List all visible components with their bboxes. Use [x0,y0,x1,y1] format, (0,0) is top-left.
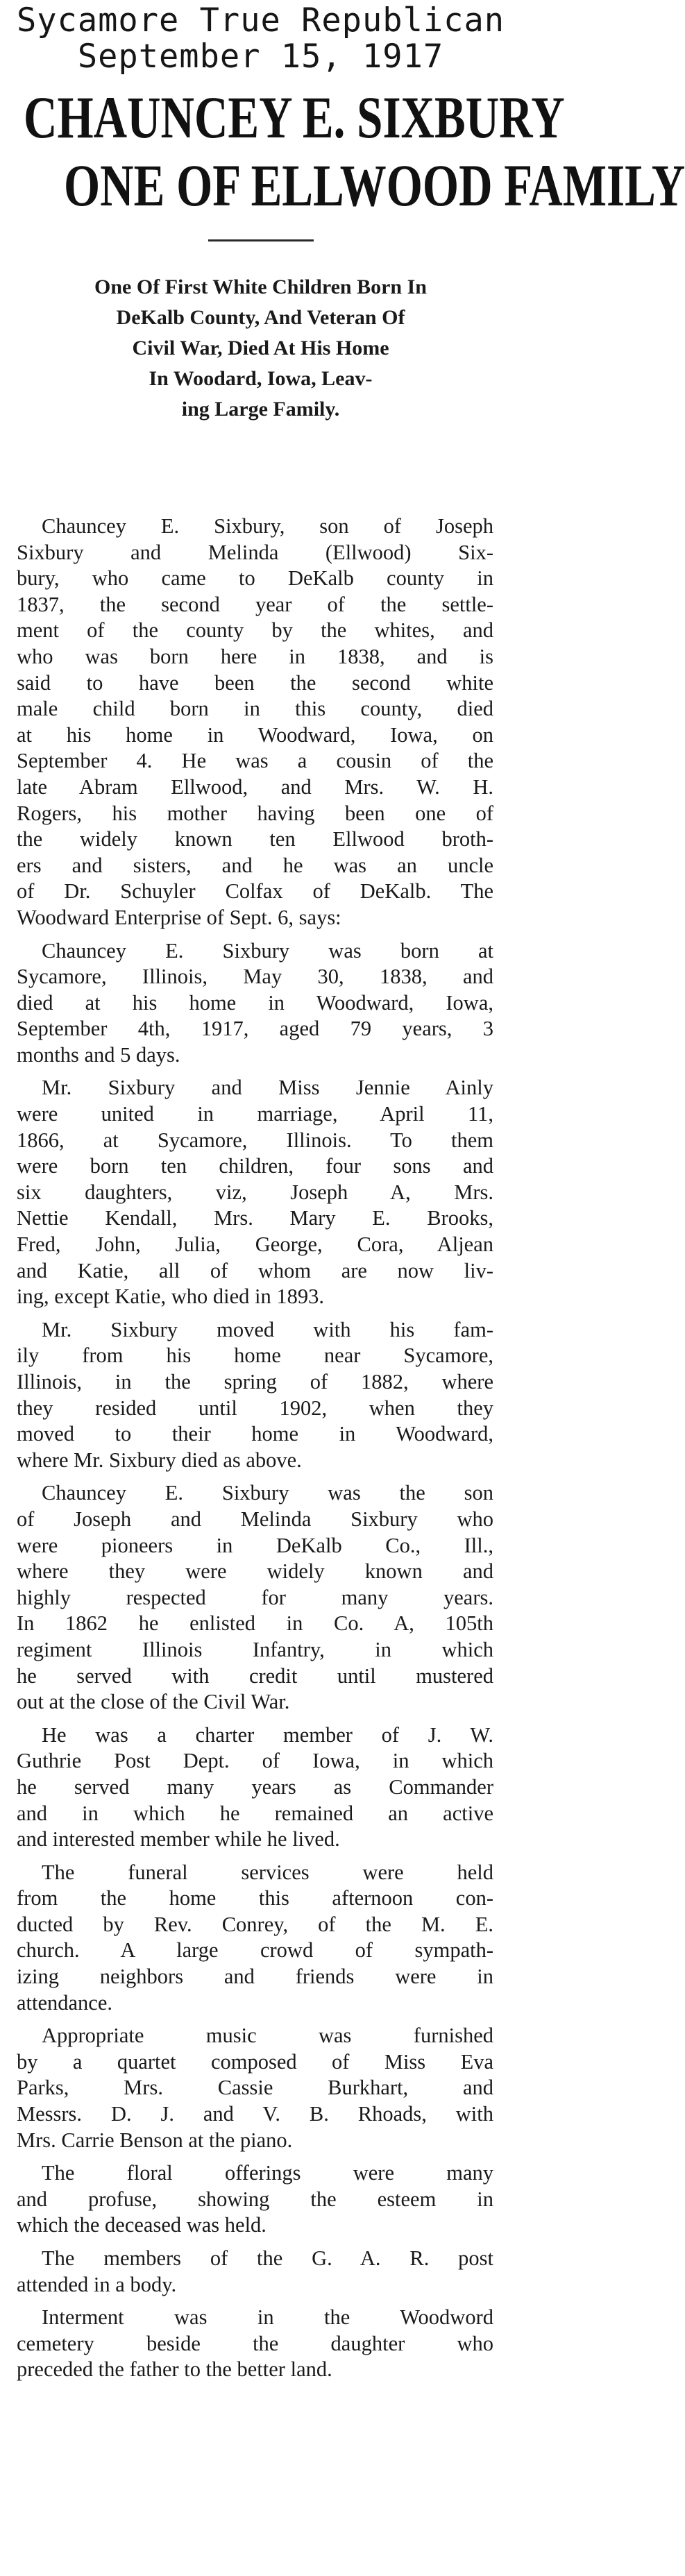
article-line: Rogers, his mother having been one of [17,801,493,825]
article-paragraph [0,1317,521,1474]
deck-line: ing Large Family. [181,398,340,421]
article-line: out at the close of the Civil War. [17,1690,290,1714]
article-line: highly respected for many years. [17,1585,493,1609]
deck-line: One Of First White Children Born In [94,276,427,298]
article-line: ducted by Rev. Conrey, of the M. E. [17,1912,493,1936]
paragraph-gap [0,2016,521,2023]
source-date: September 15, 1917 [77,37,444,76]
article-line: Messrs. D. J. and V. B. Rhoads, with [17,2102,493,2126]
article-line: died at his home in Woodward, Iowa, [17,990,493,1015]
source-newspaper-name: Sycamore True Republican [16,1,505,40]
article-line: where they were widely known and [17,1559,493,1584]
article-line: the widely known ten Ellwood broth- [17,827,493,851]
article-line: and interested member while he lived. [17,1827,340,1852]
headline-divider-rule [208,239,314,242]
paragraph-gap [0,1473,521,1480]
article-line: September 4. He was a cousin of the [17,749,493,773]
paragraph-gap [0,2298,521,2305]
paragraph-gap [0,2239,521,2246]
article-line: ily from his home near Sycamore, [17,1344,493,1368]
article-line: Sycamore, Illinois, May 30, 1838, and [17,965,493,989]
article-line: bury, who came to DeKalb county in [17,566,493,591]
article-line: 1866, at Sycamore, Illinois. To them [17,1128,493,1152]
paragraph-gap [0,1068,521,1075]
article-line: Woodward Enterprise of Sept. 6, says: [17,905,341,929]
article-paragraph [0,938,521,1069]
headline-line-1: CHAUNCEY E. SIXBURY [24,84,565,151]
article-line: The members of the G. A. R. post [42,2246,493,2270]
article-line: The floral offerings were many [42,2161,493,2185]
article-line: Sixbury and Melinda (Ellwood) Six- [17,540,493,564]
article-line: September 4th, 1917, aged 79 years, 3 [17,1017,493,1041]
article-line: Chauncey E. Sixbury was born at [42,938,493,963]
article-line: which the deceased was held. [17,2213,267,2237]
article-paragraph [0,1075,521,1310]
paragraph-gap [0,1310,521,1317]
article-line: regiment Illinois Infantry, in which [17,1637,493,1661]
paragraph-gap [0,931,521,938]
article-body [0,514,521,2383]
article-line: he served with credit until mustered [17,1663,493,1688]
article-line: The funeral services were held [42,1860,493,1884]
article-paragraph [0,2305,521,2383]
article-paragraph [0,1722,521,1853]
article-line: preceded the father to the better land. [17,2357,332,2382]
article-paragraph [0,1480,521,1715]
article-line: of Joseph and Melinda Sixbury who [17,1507,493,1531]
article-line: church. A large crowd of sympath- [17,1938,493,1963]
article-line: ers and sisters, and he was an uncle [17,853,493,877]
paragraph-gap [0,2153,521,2160]
article-line: months and 5 days. [17,1042,180,1067]
article-paragraph [0,2023,521,2153]
article-line: attended in a body. [17,2272,177,2296]
article-line: cemetery beside the daughter who [17,2331,493,2355]
article-line: Chauncey E. Sixbury was the son [42,1481,493,1505]
article-line: Mr. Sixbury moved with his fam- [42,1317,493,1341]
article-paragraph [0,2160,521,2239]
article-line: Appropriate music was furnished [42,2024,493,2048]
article-line: Illinois, in the spring of 1882, where [17,1370,493,1393]
deck-line: Civil War, Died At His Home [132,337,389,359]
subheadline-deck [0,272,521,425]
article-line: and Katie, all of whom are now liv- [17,1258,493,1282]
deck-line: DeKalb County, And Veteran Of [116,306,405,329]
article-line: In 1862 he enlisted in Co. A, 105th [17,1611,493,1636]
article-line: who was born here in 1838, and is [17,644,493,668]
article-line: izing neighbors and friends were in [17,1965,493,1989]
article-paragraph [0,2246,521,2298]
article-line: ing, except Katie, who died in 1893. [17,1285,324,1309]
article-line: Mr. Sixbury and Miss Jennie Ainly [42,1076,493,1100]
article-line: moved to their home in Woodward, [17,1422,493,1446]
article-line: Mrs. Carrie Benson at the piano. [17,2128,293,2152]
article-line: He was a charter member of J. W. [42,1722,493,1747]
article-line: Nettie Kendall, Mrs. Mary E. Brooks, [17,1206,493,1230]
article-line: attendance. [17,1990,113,2015]
deck-line: In Woodard, Iowa, Leav- [149,367,373,390]
article-line: late Abram Ellwood, and Mrs. W. H. [17,774,493,799]
article-line: Fred, John, Julia, George, Cora, Aljean [17,1232,493,1257]
article-line: ment of the county by the whites, and [17,618,493,643]
article-line: Parks, Mrs. Cassie Burkhart, and [17,2076,493,2100]
article-line: 1837, the second year of the settle- [17,592,493,616]
paragraph-gap [0,1853,521,1860]
article-line: were united in marriage, April 11, [17,1102,493,1126]
article-line: he served many years as Commander [17,1774,493,1799]
article-line: Guthrie Post Dept. of Iowa, in which [17,1749,493,1773]
article-line: Interment was in the Woodword [42,2305,493,2330]
article-line: Chauncey E. Sixbury, son of Joseph [42,514,493,538]
headline-line-2: ONE OF ELLWOOD FAMILY [64,152,685,219]
article-line: and profuse, showing the esteem in [17,2187,493,2211]
article-line: were born ten children, four sons and [17,1154,493,1178]
article-line: from the home this afternoon con- [17,1886,493,1910]
article-line: at his home in Woodward, Iowa, on [17,722,493,747]
article-line: where Mr. Sixbury died as above. [17,1448,302,1472]
article-paragraph [0,1860,521,2017]
article-line: said to have been the second white [17,670,493,695]
article-line: by a quartet composed of Miss Eva [17,2049,493,2074]
paragraph-gap [0,1715,521,1722]
article-line: of Dr. Schuyler Colfax of DeKalb. The [17,879,493,904]
article-line: were pioneers in DeKalb Co., Ill., [17,1533,493,1557]
article-paragraph [0,514,521,931]
article-line: they resided until 1902, when they [17,1396,493,1420]
article-line: six daughters, viz, Joseph A, Mrs. [17,1180,493,1204]
article-line: and in which he remained an active [17,1801,493,1825]
article-line: male child born in this county, died [17,697,493,721]
